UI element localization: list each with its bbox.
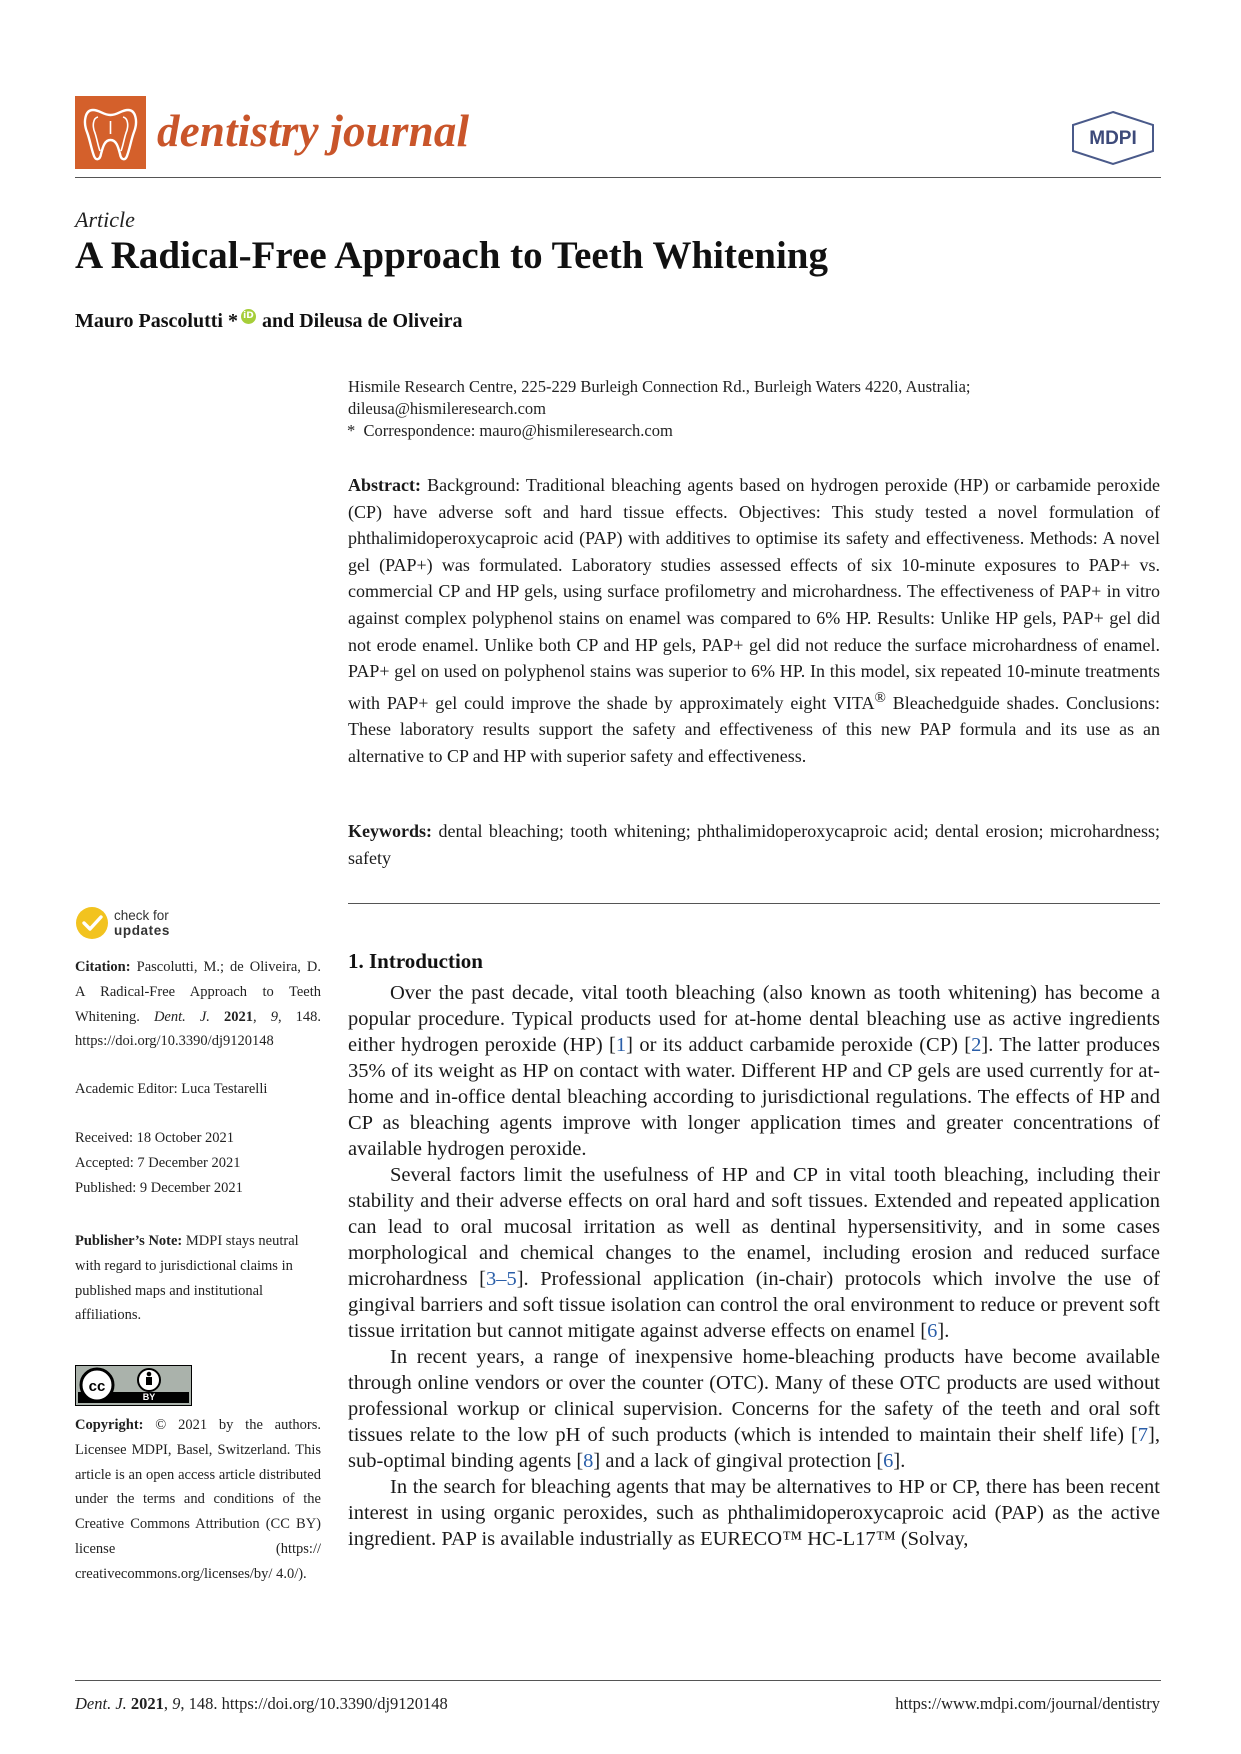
author-name[interactable]: and Dileusa de Oliveira <box>261 310 463 332</box>
paragraph: Several factors limit the usefulness of HP and CP in vital tooth bleaching, including their stability and their adverse effects on oral hard and soft tissues. Extended and repeated application can lead to oral mucosal irritation as well as dentinal hypersensitivity, and in some cases morphological and chemical changes to the enamel, including erosion and reduced surface microhardness [3–5]. Professional application (in-chair) protocols which involve the use of gingival barriers and soft tissue isolation can control the oral environment to reduce or prevent soft tissue irritation but cannot mitigate against adverse effects on enamel [6]. <box>348 1164 1160 1342</box>
orcid-icon[interactable]: iD <box>241 309 256 324</box>
received-date: Received: 18 October 2021 <box>75 1130 235 1146</box>
abstract <box>348 472 1160 770</box>
abstract-text: Background: Traditional bleaching agents based on hydrogen peroxide (HP) or carbamide peroxide (CP) have adverse soft and hard tissue effects. Objectives: This study tested a novel formulation of phthalimidoperoxycaproic acid (PAP) with additives to optimise its safety and effectiveness. Methods: A novel gel (PAP+) was formulated. Laboratory studies assessed effects of six 10-minute exposures to PAP+ vs. commercial CP and HP gels, using surface profilometry and microhardness. The effectiveness of PAP+ in vitro against complex polyphenol stains on enamel was compared to 6% HP. Results: Unlike HP gels, PAP+ gel did not erode enamel. Unlike both CP and HP gels, PAP+ gel did not reduce the surface microhardness of enamel. PAP+ gel on used on polyphenol stains was superior to 6% HP. In this model, six repeated 10-minute treatments with PAP+ gel could improve the shade by approximately eight VITA <box>348 475 1161 713</box>
keywords-label: Keywords: <box>348 821 432 841</box>
author-list <box>75 310 463 333</box>
correspondence[interactable]: * Correspondence: mauro@hismileresearch.com <box>347 421 673 440</box>
publisher-note-label: Publisher’s Note: <box>75 1233 183 1249</box>
footer-journal: Dent. J. <box>75 1694 127 1713</box>
published-date: Published: 9 December 2021 <box>75 1179 243 1196</box>
citation-volume: 9 <box>270 1008 278 1025</box>
reference-link[interactable]: 8 <box>583 1450 594 1472</box>
registered-mark: ® <box>874 689 886 706</box>
footer-doi[interactable]: , 148. https://doi.org/10.3390/dj9120148 <box>180 1694 448 1713</box>
affiliation-address: Hismile Research Centre, 225-229 Burleigh Connection Rd., Burleigh Waters 4220, Australia; <box>348 377 971 396</box>
reference-link[interactable]: 2 <box>971 1034 982 1056</box>
reference-link[interactable]: 1 <box>615 1034 627 1056</box>
citation-year: 2021 <box>223 1008 253 1025</box>
article-type: Article <box>75 207 135 232</box>
journal-logo <box>75 96 146 169</box>
author-name[interactable]: Mauro Pascolutti * <box>75 310 238 332</box>
mdpi-logo-text: MDPI <box>1089 128 1137 149</box>
reference-link[interactable]: 6 <box>883 1450 894 1472</box>
keywords-text: dental bleaching; tooth whitening; phthalimidoperoxycaproic acid; dental erosion; microhardness; safety <box>348 821 1160 868</box>
copyright <box>75 1413 321 1587</box>
check-for-updates-icon[interactable] <box>75 906 109 940</box>
section-heading: 1. Introduction <box>348 949 483 973</box>
citation: Citation: Pascolutti, M.; de Oliveira, D. A Radical-Free Approach to Teeth Whitening. Dent. J. 2021, 9, 148. https://doi.org/10.3390/dj9120148 <box>75 959 322 1050</box>
paragraph: In recent years, a range of inexpensive home-bleaching products have become available through online vendors or over the counter (OTC). Many of these OTC products are used without professional workup or clinical supervision. Concerns for the safety of the teeth and oral soft tissues relate to the low pH of such products (which is intended to maintain their shelf life) [7], sub-optimal binding agents [8] and a lack of gingival protection [6]. <box>348 1346 1160 1472</box>
citation-text: Pascolutti, M.; de Oliveira, D. A Radical-Free Approach to Teeth Whitening. <box>75 959 322 1025</box>
affiliation-email[interactable]: dileusa@hismileresearch.com <box>348 399 546 418</box>
academic-editor: Academic Editor: Luca Testarelli <box>75 1081 268 1097</box>
paragraph: In the search for bleaching agents that may be alternatives to HP or CP, there has been recent interest in using organic peroxides, such as phthalimidoperoxycaproic acid (PAP) as the active ingredient. PAP is available industrially as EURECO™ HC-L17™ (Solvay, <box>348 1476 1160 1550</box>
article-dates <box>75 1126 321 1200</box>
citation-journal: Dent. J. <box>153 1008 210 1025</box>
footer-journal-url[interactable]: https://www.mdpi.com/journal/dentistry <box>895 1694 1160 1713</box>
abstract-label: Abstract: <box>348 475 421 495</box>
footer-volume: 9 <box>172 1694 181 1713</box>
publisher-note-text: MDPI stays neutral with regard to jurisdictional claims in published maps and institutional affiliations. <box>75 1233 299 1324</box>
accepted-date: Accepted: 7 December 2021 <box>75 1154 241 1171</box>
copyright-text: © 2021 by the authors. Licensee MDPI, Basel, Switzerland. This article is an open access article distributed under the terms and conditions of the Creative Commons Attribution (CC BY) license (https:// creativecommons.org/licenses/by/ 4.0/). <box>75 1417 321 1582</box>
abstract-text-end: Bleachedguide shades. Conclusions: These laboratory results support the safety and effectiveness of this new PAP formula and its use as an alternative to CP and HP with superior safety and effectiveness. <box>348 692 1160 766</box>
header-divider <box>75 177 1161 178</box>
cc-by-license-badge[interactable] <box>75 1365 192 1406</box>
journal-name: dentistry journal <box>157 106 470 156</box>
affiliation <box>348 376 971 442</box>
article-title: A Radical-Free Approach to Teeth Whitening <box>75 234 828 277</box>
tooth-icon <box>75 96 146 169</box>
cc-by-label: BY <box>142 1392 156 1402</box>
abstract-divider <box>348 903 1160 904</box>
footer-divider <box>75 1680 1161 1681</box>
reference-link[interactable]: 6 <box>927 1320 938 1342</box>
check-for-updates[interactable] <box>114 908 170 938</box>
citation-label: Citation: <box>75 959 131 975</box>
keywords <box>348 818 1160 871</box>
body-text <box>348 980 1160 1552</box>
reference-link[interactable]: 3–5 <box>485 1268 517 1290</box>
check-line-1: check for <box>114 908 169 923</box>
footer-citation: Dent. J. 2021, 9, 148. https://doi.org/10.3390/dj9120148 <box>75 1694 448 1713</box>
copyright-label: Copyright: <box>75 1417 144 1433</box>
footer-year: 2021 <box>130 1694 164 1713</box>
citation-doi[interactable]: , 148. https://doi.org/10.3390/dj9120148 <box>75 1008 322 1050</box>
check-line-2: updates <box>114 923 170 938</box>
paragraph: Over the past decade, vital tooth bleaching (also known as tooth whitening) has become a popular procedure. Typical products used for at-home dental bleaching use as active ingredients either hydrogen peroxide (HP) [1] or its adduct carbamide peroxide (CP) [2]. The latter produces 35% of its weight as HP on contact with water. Different HP and CP gels are used currently for at-home and in-office dental bleaching according to jurisdictional regulations. The effects of HP and CP as bleaching agents improve with longer application times and greater concentrations of available hydrogen peroxide. <box>348 982 1160 1160</box>
reference-link[interactable]: 7 <box>1137 1424 1149 1446</box>
svg-text:cc: cc <box>88 1378 106 1395</box>
publisher-note <box>75 1229 321 1328</box>
mdpi-logo[interactable] <box>1070 110 1156 166</box>
